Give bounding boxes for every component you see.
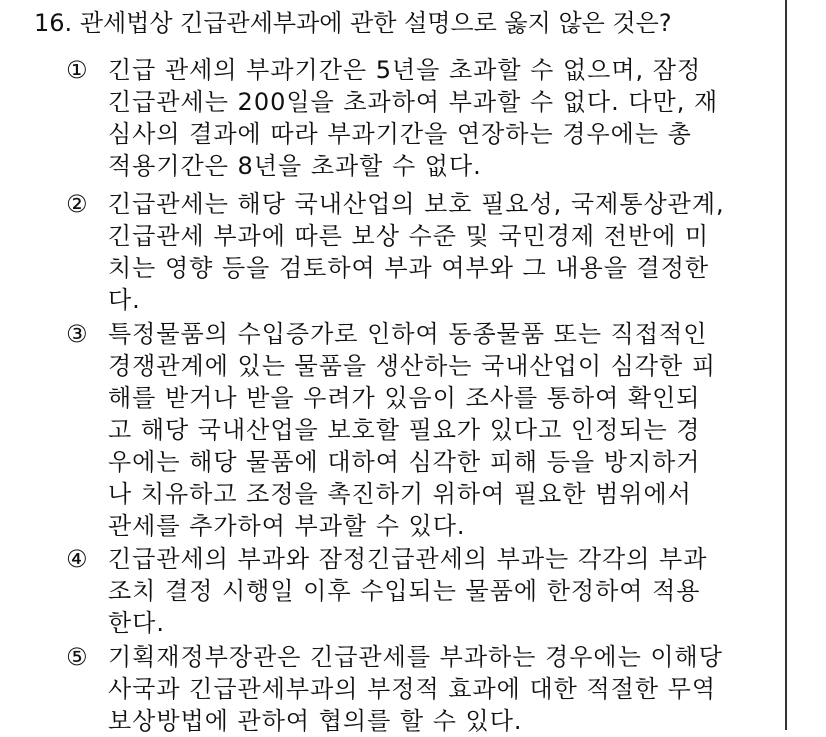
answer-choice-4[interactable]: [66, 543, 786, 639]
choice-marker: ②: [66, 190, 89, 218]
answer-choice-2[interactable]: [66, 188, 786, 316]
choice-line: 적용기간은 8년을 초과할 수 없다.: [108, 152, 482, 180]
choice-line: 긴급관세는 해당 국내산업의 보호 필요성, 국제통상관계,: [108, 190, 725, 218]
choice-line: 우에는 해당 물품에 대하여 심각한 피해 등을 방지하거: [108, 448, 701, 476]
choice-marker: ①: [66, 56, 89, 84]
choice-line: 경쟁관계에 있는 물품을 생산하는 국내산업이 심각한 피: [108, 352, 717, 380]
choice-line: 조치 결정 시행일 이후 수입되는 물품에 한정하여 적용: [108, 577, 701, 605]
question-16: [34, 6, 672, 40]
choice-line: 나 치유하고 조정을 촉진하기 위하여 필요한 범위에서: [108, 480, 692, 508]
choice-line: 해를 받거나 받을 우려가 있음이 조사를 통하여 확인되: [108, 384, 701, 412]
question-text: 관세법상 긴급관세부과에 관한 설명으로 옳지 않은 것은?: [79, 9, 672, 37]
choice-line: 고 해당 국내산업을 보호할 필요가 있다고 인정되는 경: [108, 416, 701, 444]
choice-line: 긴급관세의 부과와 잠정긴급관세의 부과는 각각의 부과: [108, 545, 708, 573]
choice-line: 보상방법에 관하여 협의를 할 수 있다.: [108, 707, 523, 735]
choice-line: 한다.: [108, 609, 165, 637]
choice-marker: ⑤: [66, 643, 89, 671]
answer-choice-3[interactable]: [66, 318, 786, 542]
choice-marker: ③: [66, 320, 89, 348]
choice-line: 심사의 결과에 따라 부과기간을 연장하는 경우에는 총: [108, 120, 692, 148]
choice-line: 긴급관세는 200일을 초과하여 부과할 수 없다. 다만, 재: [108, 88, 719, 116]
choice-line: 사국과 긴급관세부과의 부정적 효과에 대한 적절한 무역: [108, 675, 717, 703]
choice-marker: ④: [66, 545, 89, 573]
choice-line: 다.: [108, 286, 141, 314]
answer-choice-1[interactable]: [66, 54, 786, 182]
choice-line: 관세를 추가하여 부과할 수 있다.: [108, 512, 466, 540]
choice-line: 특정물품의 수입증가로 인하여 동종물품 또는 직접적인: [108, 320, 708, 348]
choice-line: 기획재정부장관은 긴급관세를 부과하는 경우에는 이해당: [108, 643, 723, 671]
question-number: 16.: [34, 9, 73, 37]
choice-line: 치는 영향 등을 검토하여 부과 여부와 그 내용을 결정한: [108, 254, 710, 282]
answer-choice-5[interactable]: [66, 641, 786, 737]
choice-line: 긴급관세 부과에 따른 보상 수준 및 국민경제 전반에 미: [108, 222, 710, 250]
choice-line: 긴급 관세의 부과기간은 5년을 초과할 수 없으며, 잠정: [108, 56, 702, 84]
